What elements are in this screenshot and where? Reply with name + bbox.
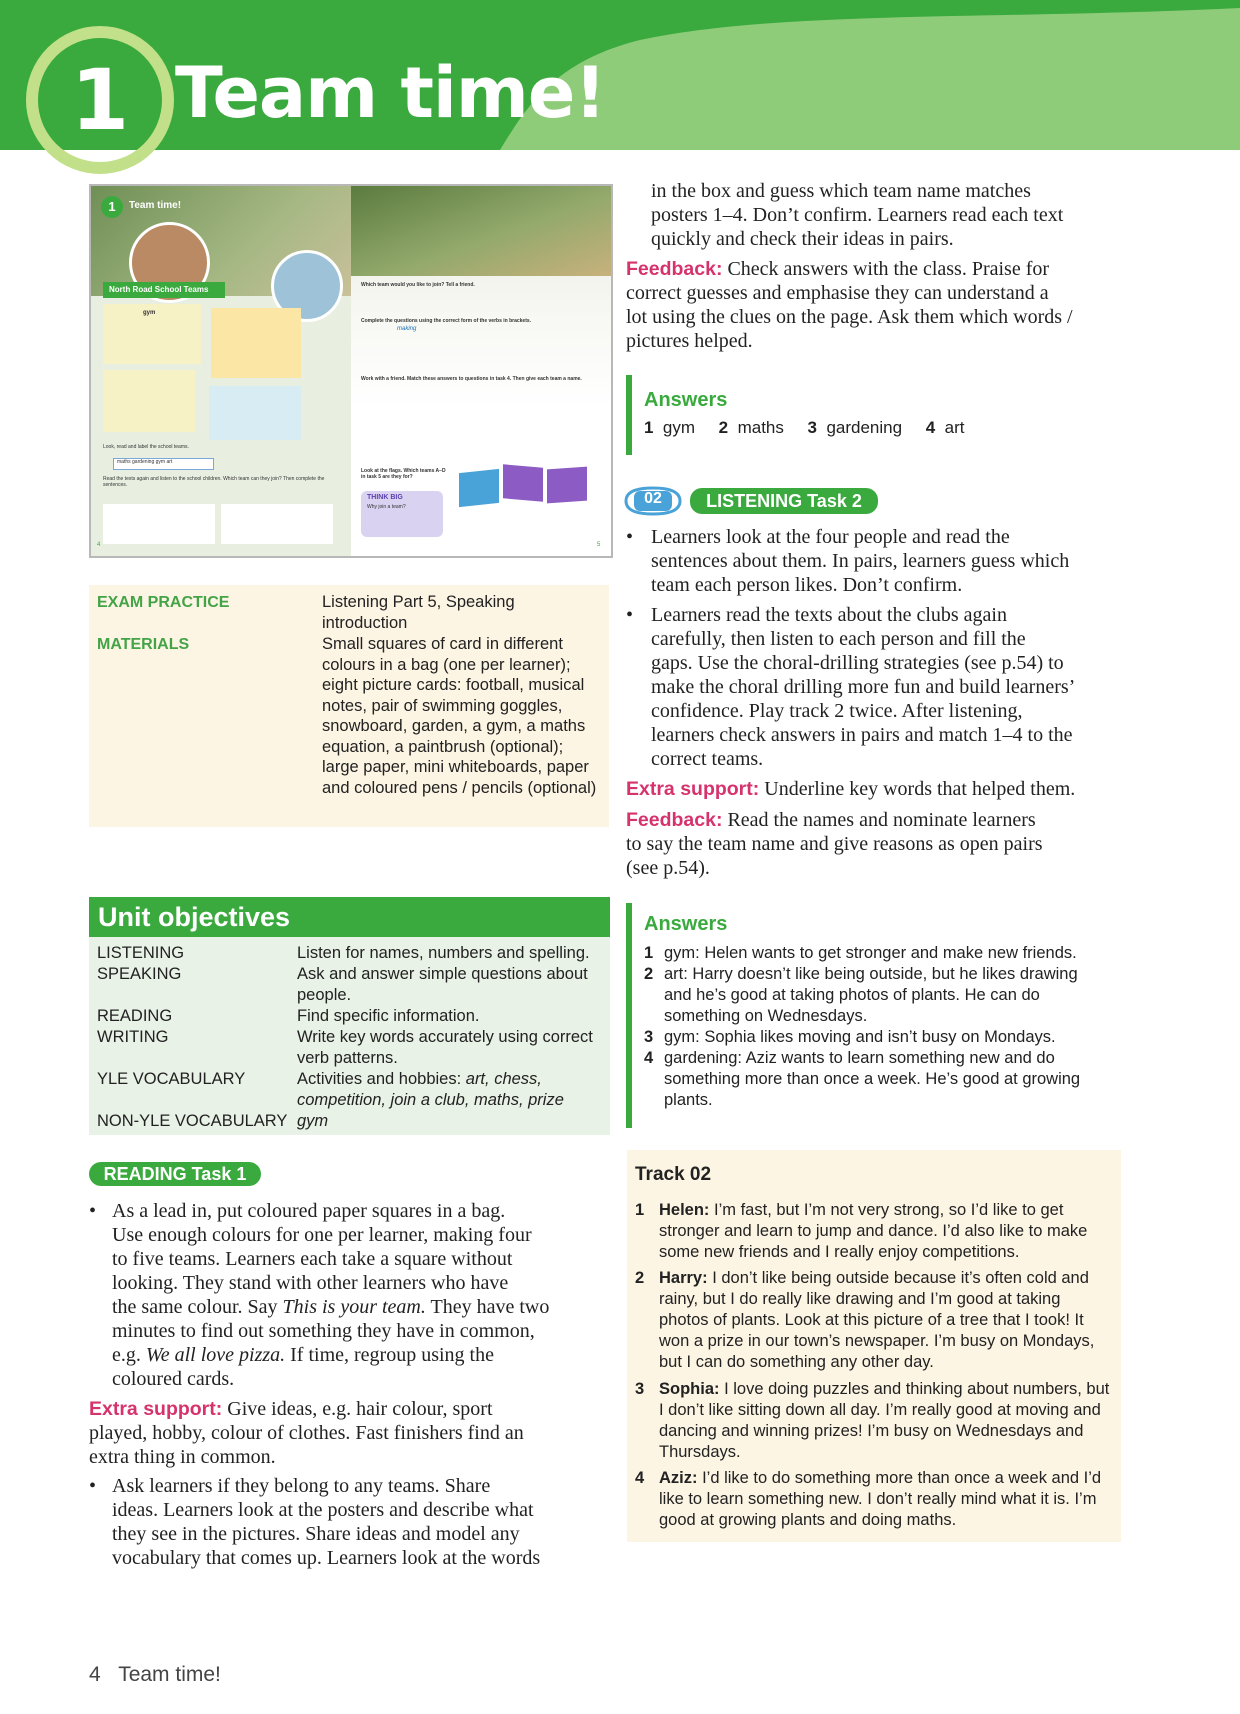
objective-label: WRITING [97, 1028, 169, 1046]
answers-list [644, 418, 964, 438]
materials-label: MATERIALS [97, 636, 190, 653]
answers-box-1 [626, 375, 1112, 455]
answer-number: 2 [644, 965, 654, 983]
answer-line: something more than once a week. He’s good at growing [664, 1070, 1081, 1088]
answer-item [644, 1027, 1104, 1048]
listen-b2-line: make the choral drilling more fun and build learners’ [651, 676, 1076, 698]
unit-number: 1 [70, 51, 130, 149]
answer-value: gym [662, 418, 696, 437]
track-line: good at growing plants and doing maths. [659, 1511, 957, 1529]
thumb-right-page [351, 186, 611, 556]
listening-extra-support [626, 777, 1075, 801]
listen-b1-line: Learners look at the four people and read the [651, 526, 1010, 548]
feedback-1 [626, 257, 1049, 281]
reading-extra-line: extra thing in common. [89, 1446, 276, 1468]
extra-support-label: Extra support: [89, 1398, 223, 1420]
objective-label: READING [97, 1007, 173, 1025]
listen-b2-line: Learners read the texts about the clubs again [651, 604, 1007, 626]
listen-b1-line: sentences about them. In pairs, learners guess which [651, 550, 1070, 572]
track-number-icon: 02 [644, 490, 662, 507]
objective-value [297, 1069, 602, 1111]
objective-label: SPEAKING [97, 965, 182, 983]
answer-number: 3 [644, 1028, 654, 1046]
reading-b2-line: vocabulary that comes up. Learners look at the words [112, 1547, 541, 1569]
bullet-dot: • [626, 526, 634, 548]
objective-value-italic: art, chess, competition, join a club, maths, prize [297, 1070, 564, 1109]
answer-line: something on Wednesdays. [664, 1007, 868, 1025]
thumb-page-right: 5 [597, 542, 601, 548]
listen-b2-line: learners check answers in pairs and match 1–4 to the [651, 724, 1073, 746]
page-footer [89, 1663, 221, 1687]
thumb-think-big: THINK BIG [367, 494, 403, 501]
thumb-person-card [103, 504, 215, 544]
reading-b1-line: minutes to find out something they have in common, [112, 1320, 535, 1342]
thumb-page-left: 4 [97, 542, 101, 548]
track-line: some new friends and I really enjoy competitions. [659, 1243, 1020, 1261]
reading-b1-line: Use enough colours for one per learner, making four [112, 1224, 532, 1246]
reading-b2-line: they see in the pictures. Share ideas and model any [112, 1523, 520, 1545]
bullet-dot: • [89, 1475, 97, 1497]
text-run: I don’t like being outside because it’s often cold and [707, 1269, 1089, 1287]
feedback-line: to say the team name and give reasons as open pairs [626, 833, 1043, 855]
answer-line: plants. [664, 1091, 713, 1109]
answer-number: 1 [644, 944, 654, 962]
italic-run: This is your team. [282, 1296, 426, 1318]
feedback-line: correct guesses and emphasise they can understand a [626, 282, 1049, 304]
track-transcript [627, 1150, 1121, 1542]
exam-practice-label: EXAM PRACTICE [97, 594, 230, 611]
track-item [659, 1200, 1114, 1263]
thumb-task1: Look, read and label the school teams. [103, 444, 189, 450]
thumb-think-big-question: Why join a team? [367, 504, 406, 510]
thumb-unit-badge-number: 1 [101, 196, 123, 218]
track-line: rainy, but I do really like drawing and I’m good at taking [659, 1290, 1061, 1308]
track-item [659, 1268, 1114, 1373]
track-line: I don’t like sitting down all day. I’m really good at moving and [659, 1401, 1101, 1419]
listen-b1-line: team each person likes. Don’t confirm. [651, 574, 963, 596]
reading-task-pill: READING Task 1 [89, 1162, 261, 1186]
text-run: the same colour. Say [112, 1296, 283, 1318]
thumb-flag [547, 467, 587, 504]
text-run: They have two [425, 1296, 550, 1318]
objective-value: Find specific information. [297, 1007, 480, 1025]
answers-title: Answers [644, 389, 728, 411]
thumb-q5: Work with a friend. Match these answers to questions in task 4. Then give each team a name. [361, 376, 582, 382]
objective-value: Listen for names, numbers and spelling. [297, 944, 590, 962]
reading-b1-line [112, 1295, 549, 1319]
reading-b1-line: coloured cards. [112, 1368, 235, 1390]
page-number: 4 [89, 1663, 101, 1686]
thumb-unit-badge: Team time! [129, 200, 182, 211]
materials-value: Small squares of card in different colours in a bag (one per learner); eight picture cards: football, musical notes, pair of swimming goggles, snowboard, garden, a gym, a maths equation, a paintbrush (optional); large paper, mini whiteboards, paper and coloured pens / pencils (optional) [322, 635, 597, 797]
thumb-word-box: maths gardening gym art [113, 458, 214, 470]
extra-support-label: Extra support: [626, 778, 760, 800]
feedback-line: pictures helped. [626, 330, 753, 352]
text-run: I’d like to do something more than once a week and I’d [697, 1469, 1102, 1487]
feedback-label: Feedback: [626, 258, 723, 280]
speaker-name: Harry: [659, 1269, 708, 1287]
answer-item [644, 943, 1104, 964]
objective-label: NON-YLE VOCABULARY [97, 1112, 288, 1130]
track-line: but I can do something any other day. [659, 1353, 934, 1371]
answer-number: 3 [807, 418, 817, 437]
track-item-number: 3 [635, 1380, 645, 1398]
answer-value: maths [737, 418, 784, 437]
listen-b2-line: correct teams. [651, 748, 764, 770]
bullet-dot: • [626, 604, 634, 626]
text-run: Read the names and nominate learners [722, 809, 1036, 831]
track-item [659, 1379, 1114, 1463]
cont-line: posters 1–4. Don’t confirm. Learners read each text [651, 204, 1064, 226]
objective-value [297, 1111, 602, 1132]
text-run: I’m fast, but I’m not very strong, so I’d like to get [709, 1201, 1064, 1219]
reading-b2-line: Ask learners if they belong to any teams. Share [112, 1475, 491, 1497]
reading-b1-line: to five teams. Learners each take a square without [112, 1248, 513, 1270]
thumb-task2: Read the texts again and listen to the school children. Which team can they join? Then complete the sentences. [103, 476, 325, 488]
listening-task-pill: LISTENING Task 2 [690, 488, 878, 514]
unit-header [0, 0, 1240, 150]
text-run: If time, regroup using the [285, 1344, 494, 1366]
answer-line: gym: Helen wants to get stronger and make new friends. [664, 944, 1077, 962]
text-run: Check answers with the class. Praise for [722, 258, 1050, 280]
track-item [659, 1468, 1114, 1531]
text-run: Give ideas, e.g. hair colour, sport [222, 1398, 493, 1420]
answer-line: gardening: Aziz wants to learn something new and do [664, 1049, 1055, 1067]
reading-extra-line: played, hobby, colour of clothes. Fast finishers find an [89, 1422, 524, 1444]
thumb-team-label: gym [143, 310, 156, 316]
objective-value-italic: gym [297, 1112, 329, 1130]
answer-value: art [944, 418, 965, 437]
answer-value: gardening [826, 418, 903, 437]
thumb-flag [503, 464, 543, 501]
reading-b1-line: As a lead in, put coloured paper squares in a bag. [112, 1200, 506, 1222]
thumb-person-card [221, 504, 333, 544]
unit-objectives [89, 897, 610, 1135]
feedback-line: (see p.54). [626, 857, 710, 879]
listen-b2-line: carefully, then listen to each person and fill the [651, 628, 1026, 650]
listen-b2-line: gaps. Use the choral-drilling strategies (see p.54) to [651, 652, 1064, 674]
info-box [89, 585, 609, 827]
thumb-poster [209, 386, 301, 440]
running-title: Team time! [118, 1663, 221, 1686]
answers-title: Answers [644, 913, 728, 935]
reading-b1-line [112, 1343, 494, 1367]
answer-number: 4 [925, 418, 936, 437]
speaker-name: Aziz: [659, 1469, 698, 1487]
track-title: Track 02 [635, 1164, 712, 1185]
objective-label: YLE VOCABULARY [97, 1070, 246, 1088]
answer-line: gym: Sophia likes moving and isn’t busy on Mondays. [664, 1028, 1056, 1046]
objective-value: Write key words accurately using correct verb patterns. [297, 1028, 593, 1067]
track-line: like to learn something new. I don’t really mind what it is. I’m [659, 1490, 1097, 1508]
answer-number: 1 [644, 418, 654, 437]
answer-number: 4 [644, 1049, 654, 1067]
answer-number: 2 [718, 418, 729, 437]
thumb-q4: Complete the questions using the correct form of the verbs in brackets. [361, 318, 532, 324]
track-item-number: 2 [635, 1269, 645, 1287]
track-line: photos of plants. Look at this picture of a tree that I took! It [659, 1311, 1084, 1329]
listen-b2-line: confidence. Play track 2 twice. After listening, [651, 700, 1023, 722]
objective-label: LISTENING [97, 944, 185, 962]
answer-line: art: Harry doesn’t like being outside, but he likes drawing [664, 965, 1078, 983]
feedback-label: Feedback: [626, 809, 723, 831]
exam-practice-value: Listening Part 5, Speaking introduction [322, 593, 515, 632]
text-run: I love doing puzzles and thinking about numbers, but [719, 1380, 1110, 1398]
bullet-dot: • [89, 1200, 97, 1222]
answer-item [644, 964, 1104, 1027]
objective-value: Ask and answer simple questions about people. [297, 965, 588, 1004]
answers-box-2 [626, 903, 1112, 1128]
objectives-title: Unit objectives [89, 897, 610, 937]
thumb-left-page [91, 186, 351, 556]
student-book-thumbnail [89, 184, 613, 558]
thumb-photo-top [351, 186, 611, 276]
thumb-poster [211, 308, 301, 378]
thumb-flag [459, 469, 499, 507]
cont-line: in the box and guess which team name matches [651, 180, 1031, 202]
reading-b2-line: ideas. Learners look at the posters and describe what [112, 1499, 534, 1521]
text-run: e.g. [112, 1344, 146, 1366]
italic-run: We all love pizza. [145, 1344, 286, 1366]
speaker-name: Helen: [659, 1201, 710, 1219]
track-item-number: 4 [635, 1469, 645, 1487]
track-item-number: 1 [635, 1201, 645, 1219]
feedback-line: lot using the clues on the page. Ask them which words / [626, 306, 1073, 328]
speaker-name: Sophia: [659, 1380, 720, 1398]
track-line: Thursdays. [659, 1443, 741, 1461]
track-line: won a prize in our town’s newspaper. I’m busy on Mondays, [659, 1332, 1095, 1350]
reading-b1-line: looking. They stand with other learners who have [112, 1272, 509, 1294]
text-run: Underline key words that helped them. [759, 778, 1076, 800]
thumb-sign-title: North Road School Teams [103, 282, 225, 298]
feedback-2 [626, 808, 1036, 832]
thumb-q3: Which team would you like to join? Tell a friend. [361, 282, 475, 288]
track-line: stronger and learn to jump and dance. I’d also like to make [659, 1222, 1088, 1240]
cont-line: quickly and check their ideas in pairs. [651, 228, 954, 250]
unit-title: Team time! [175, 52, 606, 134]
thumb-q6: Look at the flags. Which teams A–D in task 5 are they for? [361, 468, 446, 480]
answers-list-2 [644, 943, 1104, 1111]
reading-extra-support [89, 1397, 493, 1421]
objective-value-plain: Activities and hobbies: [297, 1070, 466, 1088]
answer-line: and he’s good at taking photos of plants. He can do [664, 986, 1040, 1004]
thumb-poster [103, 370, 195, 432]
thumb-example: making [397, 326, 417, 332]
track-line: dancing and winning prizes! I’m busy on Wednesdays and [659, 1422, 1084, 1440]
answer-item [644, 1048, 1104, 1111]
